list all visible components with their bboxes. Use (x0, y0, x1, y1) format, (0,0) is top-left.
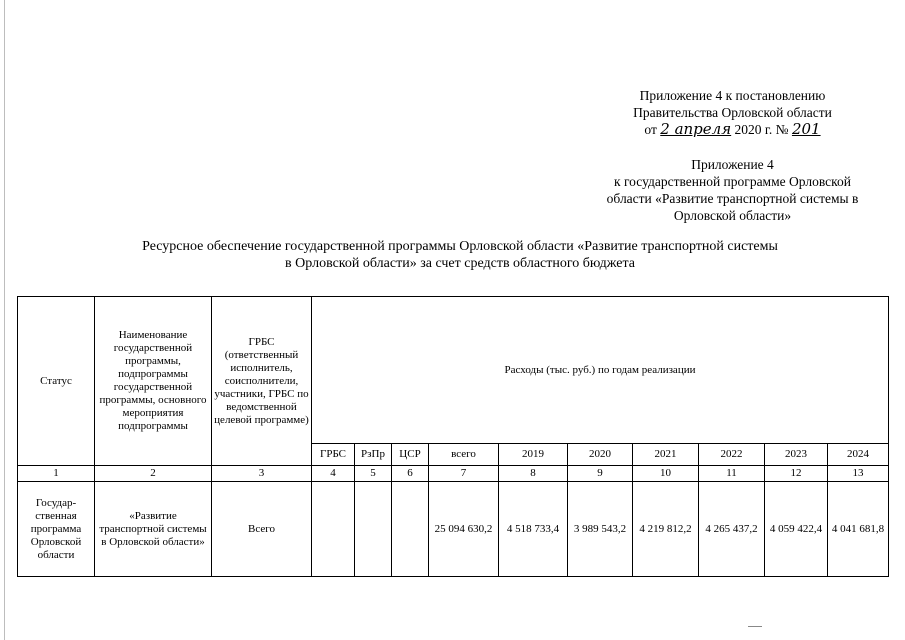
head-expenses: Расходы (тыс. руб.) по годам реализации (312, 297, 889, 444)
col-number: 8 (499, 466, 568, 482)
head-year-2024: 2024 (828, 444, 889, 466)
appendix-line-3: области «Развитие транспортной системы в (606, 191, 859, 206)
approval-date-line (560, 121, 905, 138)
title-line-1: Ресурсное обеспечение государственной программы Орловской области «Развитие транспортной системы (142, 239, 778, 254)
col-number: 9 (568, 466, 633, 482)
row-2024: 4 041 681,8 (828, 482, 889, 577)
col-number: 4 (312, 466, 355, 482)
row-grbs: Всего (212, 482, 312, 577)
head-total: всего (429, 444, 499, 466)
head-year-2021: 2021 (633, 444, 699, 466)
col-number: 11 (699, 466, 765, 482)
row-code-grbs (312, 482, 355, 577)
title-line-2: в Орловской области» за счет средств областного бюджета (285, 256, 635, 271)
row-name: «Развитие транспортной системы в Орловской области» (95, 482, 212, 577)
head-grbs: ГРБС (ответственный исполнитель, соисполнители, участники, ГРБС по ведомственной целевой программе) (212, 297, 312, 466)
appendix-block (560, 156, 905, 224)
head-year-2019: 2019 (499, 444, 568, 466)
row-status: Государ-ственная программа Орловской области (18, 482, 95, 577)
column-number-row (18, 466, 889, 482)
col-number: 13 (828, 466, 889, 482)
date-prefix: от (644, 122, 657, 137)
margin-mark (748, 626, 762, 627)
handwritten-date: 2 апреля (660, 120, 732, 138)
document-title (80, 238, 840, 272)
row-2019: 4 518 733,4 (499, 482, 568, 577)
row-total: 25 094 630,2 (429, 482, 499, 577)
date-year: 2020 г. № (734, 122, 789, 137)
head-code-csr: ЦСР (392, 444, 429, 466)
row-code-rzpr (355, 482, 392, 577)
col-number: 5 (355, 466, 392, 482)
appendix-line-1: Приложение 4 (691, 157, 774, 172)
handwritten-number: 201 (791, 120, 821, 138)
row-code-csr (392, 482, 429, 577)
col-number: 1 (18, 466, 95, 482)
row-2022: 4 265 437,2 (699, 482, 765, 577)
head-status: Статус (18, 297, 95, 466)
approval-line-2: Правительства Орловской области (633, 105, 832, 120)
col-number: 6 (392, 466, 429, 482)
head-name: Наименование государственной программы, подпрограммы государственной программы, основного мероприятия подпрограммы (95, 297, 212, 466)
row-2021: 4 219 812,2 (633, 482, 699, 577)
appendix-line-4: Орловской области» (673, 208, 792, 223)
col-number: 10 (633, 466, 699, 482)
row-2020: 3 989 543,2 (568, 482, 633, 577)
head-code-grbs: ГРБС (312, 444, 355, 466)
col-number: 12 (765, 466, 828, 482)
head-code-rzpr: РзПр (355, 444, 392, 466)
resource-table (17, 296, 889, 577)
page-edge-line (4, 0, 5, 640)
approval-block (560, 87, 905, 138)
col-number: 7 (429, 466, 499, 482)
approval-line-1: Приложение 4 к постановлению (639, 88, 826, 103)
head-year-2020: 2020 (568, 444, 633, 466)
head-year-2023: 2023 (765, 444, 828, 466)
row-2023: 4 059 422,4 (765, 482, 828, 577)
table-row (18, 482, 889, 577)
col-number: 2 (95, 466, 212, 482)
appendix-line-2: к государственной программе Орловской (614, 174, 851, 189)
head-year-2022: 2022 (699, 444, 765, 466)
header-row-main (18, 297, 889, 444)
col-number: 3 (212, 466, 312, 482)
